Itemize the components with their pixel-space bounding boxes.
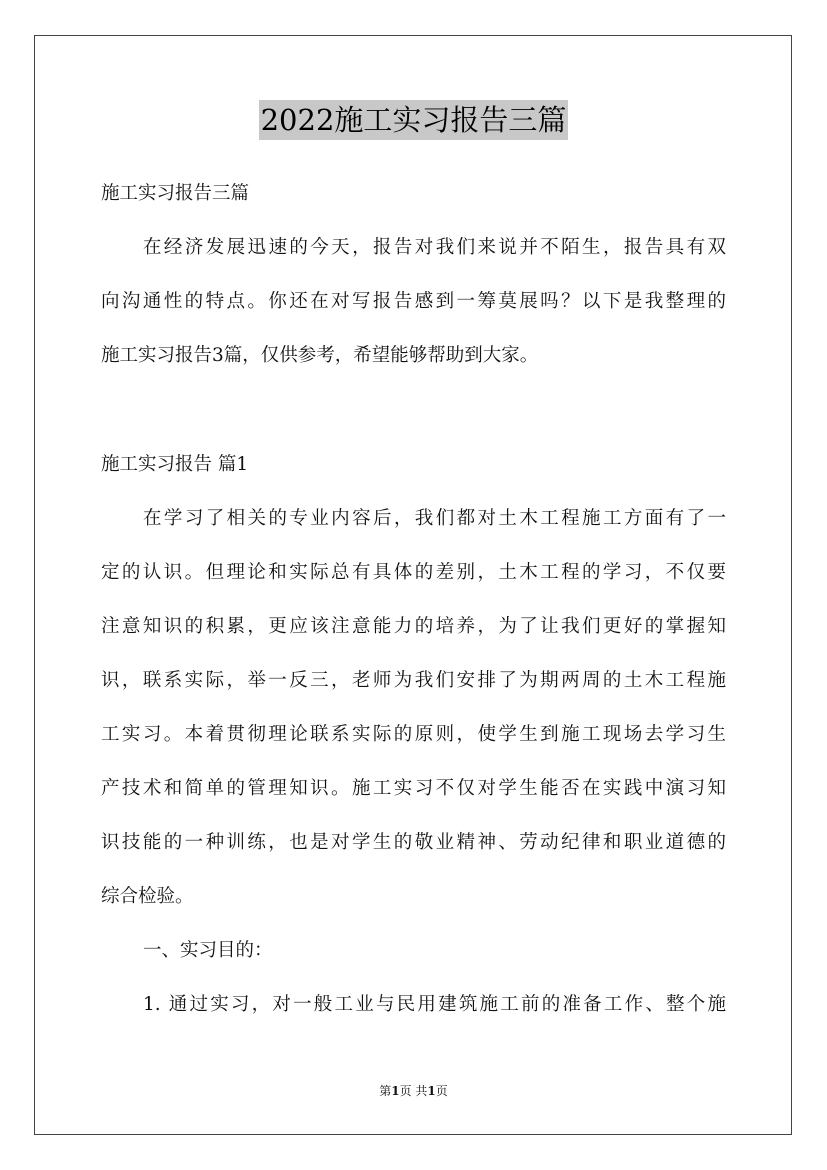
footer-page-total: 1 <box>427 1084 436 1098</box>
footer-suffix: 页 <box>435 1084 448 1098</box>
section-heading[interactable]: 施工实习报告 篇1 <box>101 454 249 475</box>
body-line-8[interactable]: 综合检验。 <box>101 886 194 907</box>
footer-page-number: 1 <box>391 1084 400 1098</box>
title-container <box>0 100 827 140</box>
subheading[interactable]: 一、实习目的： <box>143 940 273 961</box>
intro-line-2[interactable]: 向沟通性的特点。你还在对写报告感到一筹莫展吗？以下是我整理的 <box>101 291 726 312</box>
body-line-7[interactable]: 识技能的一种训练，也是对学生的敬业精神、劳动纪律和职业道德的 <box>101 832 726 853</box>
body-line-2[interactable]: 定的认识。但理论和实际总有具体的差别，土木工程的学习，不仅要 <box>101 562 726 583</box>
intro-line-1[interactable]: 在经济发展迅速的今天，报告对我们来说并不陌生，报告具有双 <box>143 237 726 258</box>
body-line-5[interactable]: 工实习。本着贯彻理论联系实际的原则，使学生到施工现场去学习生 <box>101 724 726 745</box>
footer-mid: 页 共 <box>399 1084 428 1098</box>
list-item-1[interactable]: 1. 通过实习，对一般工业与民用建筑施工前的准备工作、整个施 <box>143 994 726 1015</box>
intro-line-3[interactable]: 施工实习报告3篇，仅供参考，希望能够帮助到大家。 <box>101 345 539 366</box>
body-line-1[interactable]: 在学习了相关的专业内容后，我们都对土木工程施工方面有了一 <box>143 508 726 529</box>
page-footer <box>0 1083 827 1099</box>
footer-prefix: 第 <box>379 1084 392 1098</box>
document-subtitle[interactable]: 施工实习报告三篇 <box>101 183 250 204</box>
body-line-3[interactable]: 注意知识的积累，更应该注意能力的培养，为了让我们更好的掌握知 <box>101 616 726 637</box>
body-line-4[interactable]: 识，联系实际，举一反三，老师为我们安排了为期两周的土木工程施 <box>101 670 726 691</box>
document-title[interactable]: 2022施工实习报告三篇 <box>259 100 569 140</box>
body-line-6[interactable]: 产技术和简单的管理知识。施工实习不仅对学生能否在实践中演习知 <box>101 778 726 799</box>
